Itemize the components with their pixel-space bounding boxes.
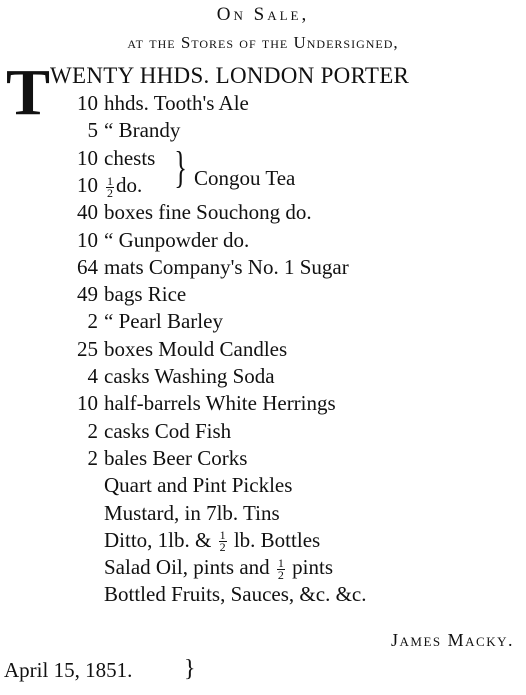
fraction bbox=[277, 555, 285, 582]
brace-icon: } bbox=[174, 143, 187, 192]
item-quantity: 25 bbox=[77, 336, 98, 361]
item-quantity: 40 bbox=[77, 200, 98, 225]
item-quantity: 10 bbox=[77, 172, 98, 197]
item-quantity: 10 bbox=[77, 391, 98, 416]
item-description: chests bbox=[104, 145, 156, 170]
item-quantity: 10 bbox=[77, 227, 98, 252]
item-row bbox=[0, 336, 526, 362]
extra-text-after: pints bbox=[292, 555, 333, 580]
item-row bbox=[0, 90, 526, 116]
item-row bbox=[0, 199, 526, 225]
item-description: bales Beer Corks bbox=[104, 445, 248, 470]
item-description: half-barrels White Herrings bbox=[104, 391, 336, 416]
headline: WENTY HHDS. LONDON PORTER bbox=[50, 63, 410, 88]
item-quantity: 2 bbox=[87, 418, 98, 443]
heading-on-sale: On Sale, bbox=[216, 4, 310, 25]
item-row bbox=[0, 445, 526, 471]
extra-text: Salad Oil, pints and bbox=[104, 555, 270, 580]
item-description-text: do. bbox=[116, 172, 143, 197]
item-row bbox=[0, 363, 526, 389]
extra-description bbox=[104, 581, 366, 607]
item-quantity: 2 bbox=[87, 309, 98, 334]
extra-description bbox=[104, 527, 320, 554]
fraction-denominator: 2 bbox=[277, 567, 284, 582]
item-description: “ Brandy bbox=[104, 118, 181, 143]
item-quantity: 5 bbox=[87, 118, 98, 143]
fraction-numerator: 1 bbox=[107, 173, 113, 188]
item-description: casks Cod Fish bbox=[104, 418, 232, 443]
extra-text: Quart and Pint Pickles bbox=[104, 473, 293, 498]
item-description: casks Washing Soda bbox=[104, 364, 275, 388]
item-quantity: 4 bbox=[87, 364, 98, 388]
item-row bbox=[0, 117, 526, 143]
fraction-numerator: 1 bbox=[219, 528, 226, 543]
fraction-denominator: 2 bbox=[219, 540, 226, 555]
item-description: boxes Mould Candles bbox=[104, 336, 288, 361]
item-row bbox=[0, 418, 526, 444]
date-line: April 15, 1851. bbox=[4, 658, 133, 682]
fraction-denominator: 2 bbox=[107, 185, 113, 200]
tea-label: Congou Tea bbox=[194, 166, 296, 190]
item-description: hhds. Tooth's Ale bbox=[104, 91, 249, 115]
item-row bbox=[0, 308, 526, 334]
extra-text: Bottled Fruits, Sauces, &c. &c. bbox=[104, 582, 367, 607]
extra-description bbox=[104, 554, 333, 581]
item-description: bags Rice bbox=[104, 282, 187, 307]
item-quantity: 10 bbox=[77, 145, 98, 170]
fraction bbox=[219, 530, 227, 553]
extra-description bbox=[104, 500, 280, 526]
item-description: “ Pearl Barley bbox=[104, 309, 223, 334]
signer-name: James Macky. bbox=[391, 630, 514, 650]
fraction bbox=[106, 173, 114, 200]
fraction-numerator: 1 bbox=[277, 555, 284, 570]
item-quantity: 10 bbox=[77, 91, 98, 115]
item-description bbox=[104, 172, 142, 199]
item-row bbox=[0, 227, 526, 253]
extra-text: Mustard, in 7lb. Tins bbox=[104, 500, 280, 525]
item-row bbox=[0, 390, 526, 416]
item-description: boxes fine Souchong do. bbox=[104, 200, 312, 225]
item-row bbox=[0, 281, 526, 307]
extra-description bbox=[104, 472, 292, 498]
date-brace-icon: } bbox=[184, 656, 196, 682]
item-row bbox=[0, 254, 526, 280]
drop-cap: T bbox=[6, 56, 51, 129]
extra-text: Ditto, 1lb. & bbox=[104, 527, 212, 552]
extra-text-after: lb. Bottles bbox=[233, 527, 321, 552]
item-quantity: 64 bbox=[77, 254, 98, 279]
item-description: mats Company's No. 1 Sugar bbox=[104, 254, 349, 279]
item-quantity: 2 bbox=[87, 445, 98, 470]
item-quantity: 49 bbox=[77, 282, 98, 307]
item-description: “ Gunpowder do. bbox=[104, 227, 250, 252]
heading-stores: at the Stores of the Undersigned, bbox=[127, 33, 399, 52]
